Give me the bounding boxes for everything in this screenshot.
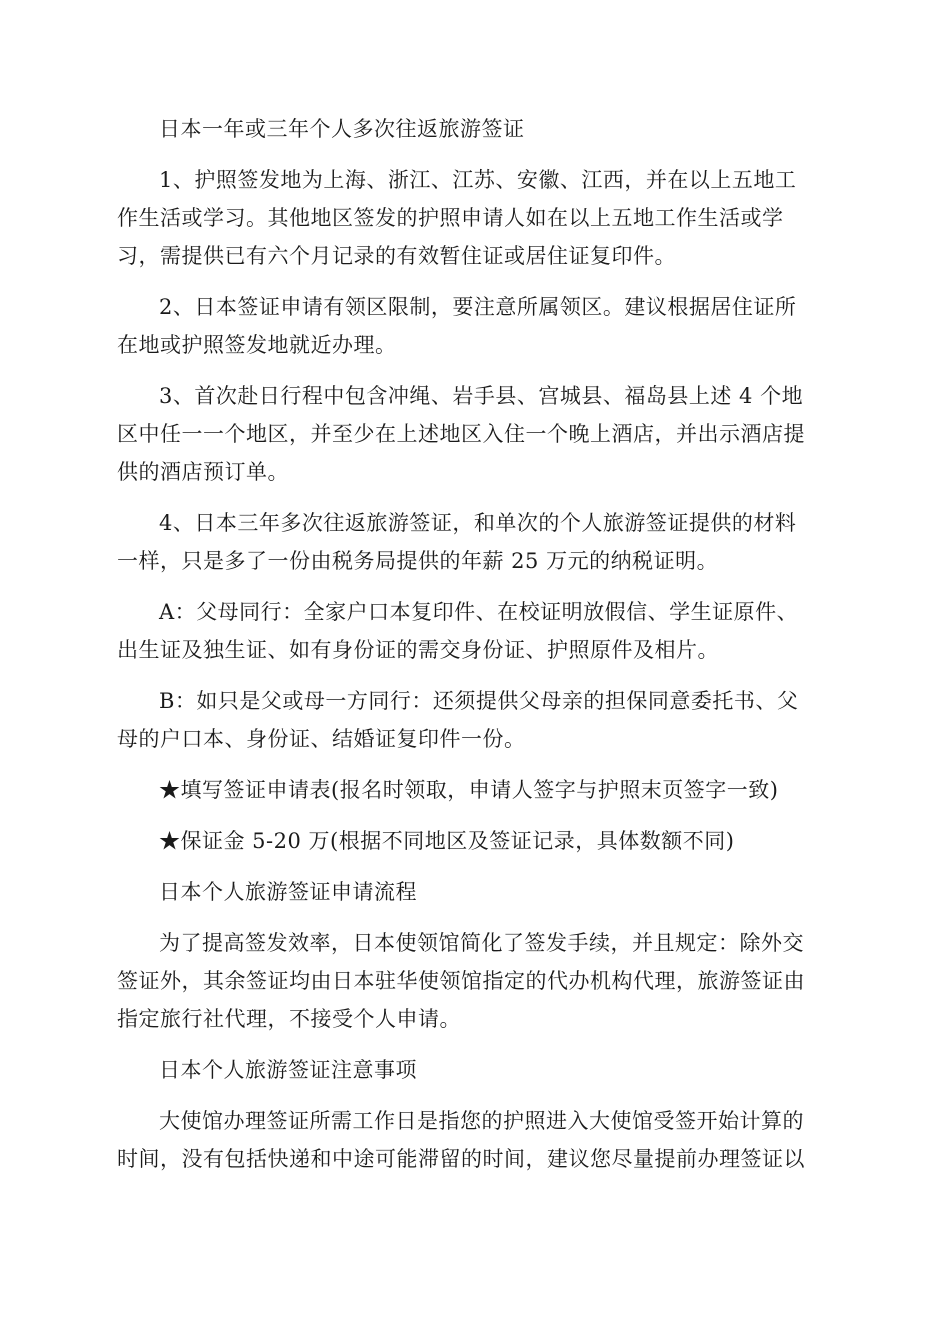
section-heading-notes: 日本个人旅游签证注意事项: [159, 1058, 417, 1082]
paragraph-line: 一样，只是多了一份由税务局提供的年薪 25 万元的纳税证明。: [117, 549, 719, 573]
paragraph-line: 签证外，其余签证均由日本驻华使领馆指定的代办机构代理，旅游签证由: [117, 969, 805, 993]
paragraph-item-1: [117, 161, 832, 275]
paragraph-line: 大使馆办理签证所需工作日是指您的护照进入大使馆受签开始计算的: [159, 1109, 804, 1133]
paragraph-line: 2、日本签证申请有领区限制，要注意所属领区。建议根据居住证所: [159, 295, 797, 319]
paragraph-line: 为了提高签发效率，日本使领馆简化了签发手续，并且规定：除外交: [159, 931, 804, 955]
paragraph-line: A：父母同行：全家户口本复印件、在校证明放假信、学生证原件、: [159, 600, 799, 624]
paragraph-line: 区中任一一个地区，并至少在上述地区入住一个晚上酒店，并出示酒店提: [117, 422, 805, 446]
paragraph-line: 4、日本三年多次往返旅游签证，和单次的个人旅游签证提供的材料: [159, 511, 797, 535]
paragraph-line: 供的酒店预订单。: [117, 460, 289, 484]
paragraph-line: 母的户口本、身份证、结婚证复印件一份。: [117, 727, 526, 751]
paragraph-item-2: [117, 288, 832, 364]
paragraph-line: 在地或护照签发地就近办理。: [117, 333, 397, 357]
paragraph-line: 3、首次赴日行程中包含冲绳、岩手县、宫城县、福岛县上述 4 个地: [159, 384, 804, 408]
section-heading-multi-entry-visa: 日本一年或三年个人多次往返旅游签证: [159, 117, 525, 141]
paragraph-line: 1、护照签发地为上海、浙江、江苏、安徽、江西，并在以上五地工: [159, 168, 797, 192]
paragraph-process: [117, 924, 832, 1038]
paragraph-line: 出生证及独生证、如有身份证的需交身份证、护照原件及相片。: [117, 638, 719, 662]
paragraph-line: B：如只是父或母一方同行：还须提供父母亲的担保同意委托书、父: [159, 689, 799, 713]
paragraph-notes: [117, 1102, 832, 1178]
star-item-application-form: ★填写签证申请表(报名时领取，申请人签字与护照末页签字一致): [159, 778, 779, 802]
section-heading-application-process: 日本个人旅游签证申请流程: [159, 880, 417, 904]
paragraph-item-a: [117, 593, 832, 669]
star-item-deposit: ★保证金 5-20 万(根据不同地区及签证记录，具体数额不同): [159, 829, 735, 853]
paragraph-item-3: [117, 377, 832, 491]
paragraph-line: 作生活或学习。其他地区签发的护照申请人如在以上五地工作生活或学: [117, 206, 784, 230]
paragraph-line: 习，需提供已有六个月记录的有效暂住证或居住证复印件。: [117, 244, 676, 268]
paragraph-item-b: [117, 682, 832, 758]
paragraph-line: 时间，没有包括快递和中途可能滞留的时间，建议您尽量提前办理签证以: [117, 1147, 805, 1171]
paragraph-item-4: [117, 504, 832, 580]
paragraph-line: 指定旅行社代理，不接受个人申请。: [117, 1007, 461, 1031]
